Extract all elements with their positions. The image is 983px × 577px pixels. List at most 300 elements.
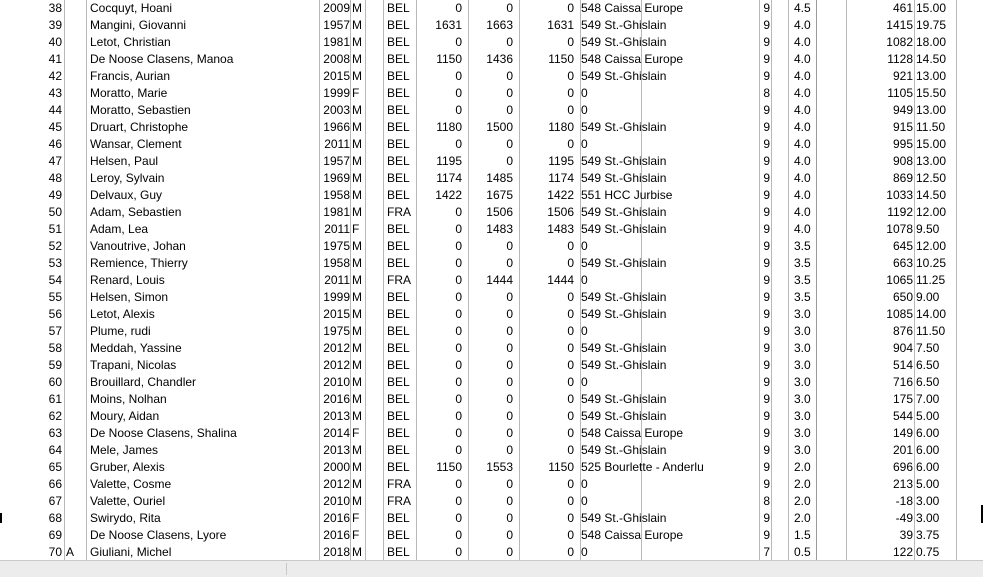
cell-games[interactable]: 8	[763, 494, 770, 508]
cell-player-name[interactable]: Remience, Thierry	[90, 256, 188, 270]
cell-rank[interactable]: 48	[48, 171, 62, 185]
cell-games[interactable]: 9	[763, 256, 770, 270]
cell-sex[interactable]: M	[352, 358, 362, 372]
cell-federation[interactable]: FRA	[387, 494, 411, 508]
cell-rating-3[interactable]: 0	[567, 528, 574, 542]
cell-performance[interactable]: 1415	[886, 18, 913, 32]
cell-birth-year[interactable]: 2016	[323, 528, 350, 542]
table-row[interactable]	[0, 408, 983, 425]
cell-club[interactable]: 549 St.-Ghislain	[581, 358, 667, 372]
cell-performance[interactable]: 650	[892, 290, 913, 304]
cell-tiebreak[interactable]: 3.00	[916, 494, 940, 508]
cell-points[interactable]: 0.5	[794, 545, 811, 559]
cell-rating-3[interactable]: 1631	[547, 18, 574, 32]
cell-rank[interactable]: 44	[48, 103, 62, 117]
cell-rating-3[interactable]: 0	[567, 35, 574, 49]
cell-birth-year[interactable]: 1981	[323, 35, 350, 49]
cell-points[interactable]: 4.0	[794, 171, 811, 185]
cell-club[interactable]: 0	[581, 375, 588, 389]
cell-rating-1[interactable]: 0	[455, 103, 462, 117]
cell-sex[interactable]: M	[352, 188, 362, 202]
cell-points[interactable]: 3.0	[794, 409, 811, 423]
cell-rating-1[interactable]: 1174	[436, 171, 462, 185]
cell-tiebreak[interactable]: 6.50	[916, 358, 940, 372]
cell-rating-1[interactable]: 0	[455, 494, 462, 508]
cell-birth-year[interactable]: 2009	[323, 1, 350, 15]
table-row[interactable]	[0, 374, 983, 391]
cell-points[interactable]: 4.0	[794, 188, 811, 202]
cell-rating-3[interactable]: 0	[567, 392, 574, 406]
cell-points[interactable]: 3.0	[794, 392, 811, 406]
cell-sex[interactable]: M	[352, 375, 362, 389]
cell-tiebreak[interactable]: 9.00	[916, 290, 940, 304]
cell-rating-1[interactable]: 0	[455, 290, 462, 304]
cell-federation[interactable]: FRA	[387, 477, 411, 491]
cell-birth-year[interactable]: 2011	[324, 273, 350, 287]
cell-player-name[interactable]: Francis, Aurian	[90, 69, 171, 83]
cell-points[interactable]: 4.0	[794, 154, 811, 168]
cell-rating-3[interactable]: 1422	[547, 188, 574, 202]
cell-club[interactable]: 549 St.-Ghislain	[581, 256, 667, 270]
cell-rank[interactable]: 49	[48, 188, 62, 202]
table-row[interactable]	[0, 272, 983, 289]
cell-birth-year[interactable]: 1999	[323, 290, 350, 304]
table-row[interactable]	[0, 357, 983, 374]
cell-birth-year[interactable]: 1975	[323, 239, 350, 253]
cell-tiebreak[interactable]: 10.25	[916, 256, 947, 270]
cell-club[interactable]: 548 Caissa Europe	[581, 1, 684, 15]
cell-rating-3[interactable]: 1506	[547, 205, 574, 219]
cell-points[interactable]: 4.0	[794, 86, 811, 100]
cell-tiebreak[interactable]: 12.00	[916, 205, 947, 219]
cell-sex[interactable]: M	[352, 120, 362, 134]
table-row[interactable]	[0, 51, 983, 68]
cell-rank[interactable]: 69	[48, 528, 62, 542]
cell-tiebreak[interactable]: 14.50	[916, 52, 947, 66]
cell-performance[interactable]: 122	[892, 545, 913, 559]
cell-rank[interactable]: 67	[48, 494, 62, 508]
cell-birth-year[interactable]: 1957	[323, 154, 350, 168]
table-row[interactable]	[0, 204, 983, 221]
cell-federation[interactable]: BEL	[387, 341, 410, 355]
cell-tiebreak[interactable]: 5.00	[916, 409, 940, 423]
cell-rank[interactable]: 68	[48, 511, 62, 525]
cell-rank[interactable]: 46	[48, 137, 62, 151]
cell-birth-year[interactable]: 2015	[323, 69, 350, 83]
cell-rating-1[interactable]: 1150	[436, 460, 462, 474]
cell-federation[interactable]: BEL	[387, 171, 410, 185]
cell-games[interactable]: 9	[763, 171, 770, 185]
cell-club[interactable]: 549 St.-Ghislain	[581, 171, 667, 185]
cell-rating-3[interactable]: 0	[567, 290, 574, 304]
table-row[interactable]	[0, 17, 983, 34]
cell-tiebreak[interactable]: 19.75	[916, 18, 947, 32]
cell-flag[interactable]	[66, 510, 84, 527]
cell-points[interactable]: 2.0	[794, 460, 811, 474]
cell-rank[interactable]: 40	[48, 35, 62, 49]
cell-club[interactable]: 549 St.-Ghislain	[581, 205, 667, 219]
cell-rating-3[interactable]: 0	[567, 511, 574, 525]
cell-club[interactable]: 0	[581, 273, 588, 287]
cell-games[interactable]: 9	[763, 18, 770, 32]
cell-games[interactable]: 9	[763, 460, 770, 474]
cell-games[interactable]: 9	[763, 222, 770, 236]
cell-club[interactable]: 0	[581, 137, 588, 151]
cell-sex[interactable]: M	[352, 545, 362, 559]
cell-points[interactable]: 3.0	[794, 426, 811, 440]
cell-sex[interactable]: M	[352, 18, 362, 32]
cell-player-name[interactable]: Vanoutrive, Johan	[90, 239, 186, 253]
cell-points[interactable]: 4.0	[794, 120, 811, 134]
cell-club[interactable]: 0	[581, 86, 588, 100]
cell-flag[interactable]	[66, 0, 84, 17]
cell-rank[interactable]: 60	[48, 375, 62, 389]
table-row[interactable]	[0, 527, 983, 544]
cell-rank[interactable]: 47	[48, 154, 62, 168]
cell-birth-year[interactable]: 2012	[323, 341, 350, 355]
table-row[interactable]	[0, 544, 983, 561]
table-row[interactable]	[0, 119, 983, 136]
table-row[interactable]	[0, 459, 983, 476]
cell-tiebreak[interactable]: 7.50	[916, 341, 940, 355]
cell-rating-3[interactable]: 1150	[548, 460, 574, 474]
cell-games[interactable]: 9	[763, 307, 770, 321]
cell-player-name[interactable]: Giuliani, Michel	[90, 545, 172, 559]
cell-sex[interactable]: F	[352, 511, 360, 525]
table-row[interactable]	[0, 255, 983, 272]
cell-tiebreak[interactable]: 14.00	[916, 307, 947, 321]
cell-tiebreak[interactable]: 11.25	[916, 273, 946, 287]
cell-rating-1[interactable]: 0	[455, 205, 462, 219]
cell-rating-1[interactable]: 0	[455, 69, 462, 83]
cell-rating-3[interactable]: 0	[567, 103, 574, 117]
cell-birth-year[interactable]: 2000	[323, 460, 350, 474]
cell-points[interactable]: 3.5	[794, 290, 811, 304]
cell-sex[interactable]: M	[352, 290, 362, 304]
cell-federation[interactable]: BEL	[387, 239, 410, 253]
cell-performance[interactable]: 201	[892, 443, 913, 457]
cell-rating-1[interactable]: 1150	[436, 52, 462, 66]
cell-club[interactable]: 549 St.-Ghislain	[581, 222, 667, 236]
cell-sex[interactable]: M	[352, 1, 362, 15]
cell-flag[interactable]	[66, 102, 84, 119]
table-row[interactable]	[0, 170, 983, 187]
cell-club[interactable]: 549 St.-Ghislain	[581, 35, 667, 49]
cell-performance[interactable]: 1192	[887, 205, 913, 219]
cell-tiebreak[interactable]: 6.00	[916, 426, 940, 440]
cell-rating-2[interactable]: 0	[506, 409, 513, 423]
cell-rating-2[interactable]: 1485	[486, 171, 513, 185]
cell-flag[interactable]	[66, 34, 84, 51]
cell-birth-year[interactable]: 2013	[323, 443, 350, 457]
cell-birth-year[interactable]: 2018	[323, 545, 350, 559]
cell-rank[interactable]: 65	[48, 460, 62, 474]
cell-club[interactable]: 548 Caissa Europe	[581, 426, 684, 440]
cell-club[interactable]: 0	[581, 545, 588, 559]
cell-player-name[interactable]: Swirydo, Rita	[90, 511, 161, 525]
cell-birth-year[interactable]: 1999	[323, 86, 350, 100]
cell-flag[interactable]	[66, 527, 84, 544]
table-row[interactable]	[0, 136, 983, 153]
cell-federation[interactable]: BEL	[387, 137, 410, 151]
cell-rank[interactable]: 50	[48, 205, 62, 219]
cell-birth-year[interactable]: 2011	[324, 137, 350, 151]
cell-player-name[interactable]: Brouillard, Chandler	[90, 375, 197, 389]
cell-points[interactable]: 3.5	[794, 256, 811, 270]
cell-rating-2[interactable]: 0	[506, 341, 513, 355]
cell-player-name[interactable]: Mangini, Giovanni	[90, 18, 187, 32]
cell-performance[interactable]: 921	[892, 69, 913, 83]
cell-birth-year[interactable]: 2014	[323, 426, 350, 440]
cell-flag[interactable]	[66, 17, 84, 34]
cell-federation[interactable]: BEL	[387, 35, 410, 49]
table-row[interactable]	[0, 476, 983, 493]
cell-rating-1[interactable]: 0	[455, 1, 462, 15]
cell-flag[interactable]	[66, 493, 84, 510]
cell-federation[interactable]: BEL	[387, 120, 410, 134]
cell-birth-year[interactable]: 2008	[323, 52, 350, 66]
cell-games[interactable]: 9	[763, 341, 770, 355]
cell-rating-2[interactable]: 1483	[486, 222, 513, 236]
cell-federation[interactable]: BEL	[387, 86, 410, 100]
cell-rating-3[interactable]: 0	[567, 307, 574, 321]
cell-rating-3[interactable]: 0	[567, 69, 574, 83]
cell-rating-2[interactable]: 0	[506, 69, 513, 83]
cell-sex[interactable]: F	[352, 86, 360, 100]
cell-points[interactable]: 3.0	[794, 443, 811, 457]
cell-rating-1[interactable]: 1180	[436, 120, 462, 134]
cell-sex[interactable]: M	[352, 324, 362, 338]
cell-rank[interactable]: 63	[48, 426, 62, 440]
cell-rating-1[interactable]: 0	[455, 477, 462, 491]
cell-performance[interactable]: 908	[892, 154, 913, 168]
table-row[interactable]	[0, 187, 983, 204]
table-row[interactable]	[0, 153, 983, 170]
cell-federation[interactable]: BEL	[387, 528, 410, 542]
cell-games[interactable]: 9	[763, 273, 770, 287]
table-row[interactable]	[0, 68, 983, 85]
cell-club[interactable]: 549 St.-Ghislain	[581, 307, 667, 321]
cell-rating-1[interactable]: 0	[455, 528, 462, 542]
cell-rating-3[interactable]: 1444	[547, 273, 574, 287]
cell-points[interactable]: 2.0	[794, 494, 811, 508]
cell-rating-2[interactable]: 0	[506, 477, 513, 491]
cell-points[interactable]: 3.0	[794, 307, 811, 321]
cell-flag[interactable]	[66, 391, 84, 408]
cell-points[interactable]: 3.5	[794, 239, 811, 253]
cell-federation[interactable]: BEL	[387, 103, 410, 117]
cell-points[interactable]: 3.0	[794, 358, 811, 372]
cell-tiebreak[interactable]: 6.00	[916, 460, 940, 474]
cell-games[interactable]: 9	[763, 35, 770, 49]
cell-tiebreak[interactable]: 3.00	[916, 511, 940, 525]
cell-birth-year[interactable]: 1975	[323, 324, 350, 338]
cell-flag[interactable]	[66, 221, 84, 238]
cell-rating-2[interactable]: 1506	[486, 205, 513, 219]
cell-rating-2[interactable]: 1444	[486, 273, 513, 287]
table-row[interactable]	[0, 306, 983, 323]
cell-rating-3[interactable]: 0	[567, 341, 574, 355]
table-row[interactable]	[0, 102, 983, 119]
cell-performance[interactable]: 1065	[886, 273, 913, 287]
cell-points[interactable]: 4.0	[794, 222, 811, 236]
cell-sex[interactable]: F	[352, 426, 360, 440]
cell-rank[interactable]: 51	[48, 222, 62, 236]
cell-club[interactable]: 0	[581, 324, 588, 338]
table-row[interactable]	[0, 425, 983, 442]
cell-sex[interactable]: M	[352, 443, 362, 457]
cell-birth-year[interactable]: 1981	[323, 205, 350, 219]
cell-rating-1[interactable]: 0	[455, 426, 462, 440]
cell-rating-3[interactable]: 1180	[548, 120, 574, 134]
cell-sex[interactable]: M	[352, 205, 362, 219]
cell-club[interactable]: 549 St.-Ghislain	[581, 443, 667, 457]
cell-points[interactable]: 4.0	[794, 35, 811, 49]
cell-tiebreak[interactable]: 12.50	[916, 171, 947, 185]
cell-rating-1[interactable]: 0	[455, 392, 462, 406]
cell-performance[interactable]: 1082	[886, 35, 913, 49]
cell-rating-2[interactable]: 0	[506, 358, 513, 372]
cell-federation[interactable]: BEL	[387, 511, 410, 525]
cell-tiebreak[interactable]: 11.50	[916, 120, 946, 134]
cell-federation[interactable]: BEL	[387, 18, 410, 32]
cell-rating-3[interactable]: 1483	[547, 222, 574, 236]
cell-sex[interactable]: F	[352, 222, 360, 236]
cell-rank[interactable]: 57	[48, 324, 62, 338]
cell-performance[interactable]: 915	[892, 120, 913, 134]
cell-games[interactable]: 9	[763, 52, 770, 66]
table-row[interactable]	[0, 34, 983, 51]
cell-sex[interactable]: M	[352, 239, 362, 253]
cell-club[interactable]: 0	[581, 494, 588, 508]
cell-rank[interactable]: 42	[48, 69, 62, 83]
cell-club[interactable]: 548 Caissa Europe	[581, 528, 684, 542]
cell-rating-1[interactable]: 0	[455, 137, 462, 151]
cell-rating-1[interactable]: 0	[455, 35, 462, 49]
cell-flag[interactable]	[66, 289, 84, 306]
cell-games[interactable]: 9	[763, 120, 770, 134]
cell-player-name[interactable]: Gruber, Alexis	[90, 460, 165, 474]
cell-rating-1[interactable]: 0	[455, 239, 462, 253]
cell-sex[interactable]: M	[352, 494, 362, 508]
cell-rating-1[interactable]: 0	[455, 511, 462, 525]
cell-rating-2[interactable]: 0	[506, 392, 513, 406]
cell-flag[interactable]	[66, 204, 84, 221]
cell-rating-1[interactable]: 0	[455, 307, 462, 321]
cell-rating-2[interactable]: 1675	[486, 188, 513, 202]
cell-points[interactable]: 4.0	[794, 103, 811, 117]
cell-rank[interactable]: 38	[48, 1, 62, 15]
cell-tiebreak[interactable]: 14.50	[916, 188, 947, 202]
cell-flag[interactable]	[66, 119, 84, 136]
cell-club[interactable]: 549 St.-Ghislain	[581, 154, 667, 168]
cell-games[interactable]: 9	[763, 443, 770, 457]
cell-games[interactable]: 9	[763, 426, 770, 440]
cell-performance[interactable]: -18	[895, 494, 913, 508]
cell-performance[interactable]: 876	[892, 324, 913, 338]
cell-federation[interactable]: FRA	[387, 205, 411, 219]
cell-games[interactable]: 9	[763, 392, 770, 406]
cell-rating-3[interactable]: 0	[567, 409, 574, 423]
cell-flag[interactable]	[66, 357, 84, 374]
cell-flag[interactable]	[66, 374, 84, 391]
cell-player-name[interactable]: Adam, Sebastien	[90, 205, 182, 219]
cell-tiebreak[interactable]: 13.00	[916, 154, 947, 168]
cell-rating-3[interactable]: 0	[567, 494, 574, 508]
cell-flag[interactable]	[66, 238, 84, 255]
cell-sex[interactable]: M	[352, 69, 362, 83]
cell-rating-3[interactable]: 0	[567, 426, 574, 440]
cell-player-name[interactable]: Druart, Christophe	[90, 120, 189, 134]
cell-tiebreak[interactable]: 7.00	[916, 392, 940, 406]
cell-federation[interactable]: BEL	[387, 69, 410, 83]
cell-rating-3[interactable]: 1174	[548, 171, 574, 185]
cell-federation[interactable]: BEL	[387, 409, 410, 423]
cell-flag[interactable]	[66, 306, 84, 323]
cell-birth-year[interactable]: 2003	[323, 103, 350, 117]
cell-club[interactable]: 525 Bourlette - Anderlu	[581, 460, 704, 474]
cell-performance[interactable]: 645	[892, 239, 913, 253]
cell-rating-3[interactable]: 0	[567, 443, 574, 457]
cell-rating-1[interactable]: 0	[455, 409, 462, 423]
cell-performance[interactable]: 869	[892, 171, 913, 185]
cell-tiebreak[interactable]: 13.00	[916, 69, 947, 83]
cell-rating-3[interactable]: 0	[567, 256, 574, 270]
cell-points[interactable]: 4.0	[794, 52, 811, 66]
cell-sex[interactable]: M	[352, 392, 362, 406]
cell-federation[interactable]: BEL	[387, 358, 410, 372]
table-row[interactable]	[0, 0, 983, 17]
cell-sex[interactable]: M	[352, 460, 362, 474]
cell-rating-3[interactable]: 0	[567, 1, 574, 15]
cell-rating-1[interactable]: 0	[455, 324, 462, 338]
cell-rating-2[interactable]: 0	[506, 103, 513, 117]
cell-performance[interactable]: 995	[892, 137, 913, 151]
cell-flag[interactable]	[66, 85, 84, 102]
cell-birth-year[interactable]: 2011	[324, 222, 350, 236]
cell-rank[interactable]: 62	[48, 409, 62, 423]
cell-games[interactable]: 9	[763, 205, 770, 219]
cell-points[interactable]: 3.0	[794, 324, 811, 338]
cell-rating-1[interactable]: 0	[455, 273, 462, 287]
cell-flag[interactable]	[66, 272, 84, 289]
cell-rating-3[interactable]: 1150	[548, 52, 574, 66]
cell-flag[interactable]	[66, 459, 84, 476]
cell-games[interactable]: 9	[763, 103, 770, 117]
cell-performance[interactable]: 1078	[886, 222, 913, 236]
cell-birth-year[interactable]: 1957	[323, 18, 350, 32]
cell-points[interactable]: 4.0	[794, 69, 811, 83]
cell-games[interactable]: 9	[763, 528, 770, 542]
cell-tiebreak[interactable]: 15.50	[916, 86, 947, 100]
cell-sex[interactable]: M	[352, 341, 362, 355]
cell-games[interactable]: 9	[763, 69, 770, 83]
cell-club[interactable]: 0	[581, 239, 588, 253]
cell-flag[interactable]: A	[66, 545, 75, 559]
cell-flag[interactable]	[66, 187, 84, 204]
table-row[interactable]	[0, 85, 983, 102]
cell-rating-2[interactable]: 0	[506, 324, 513, 338]
cell-club[interactable]: 0	[581, 477, 588, 491]
cell-points[interactable]: 4.0	[794, 137, 811, 151]
cell-rating-2[interactable]: 0	[506, 86, 513, 100]
cell-rating-2[interactable]: 0	[506, 426, 513, 440]
cell-performance[interactable]: 39	[899, 528, 913, 542]
cell-player-name[interactable]: Meddah, Yassine	[90, 341, 182, 355]
cell-rating-1[interactable]: 0	[455, 375, 462, 389]
cell-flag[interactable]	[66, 68, 84, 85]
cell-player-name[interactable]: Renard, Louis	[90, 273, 165, 287]
